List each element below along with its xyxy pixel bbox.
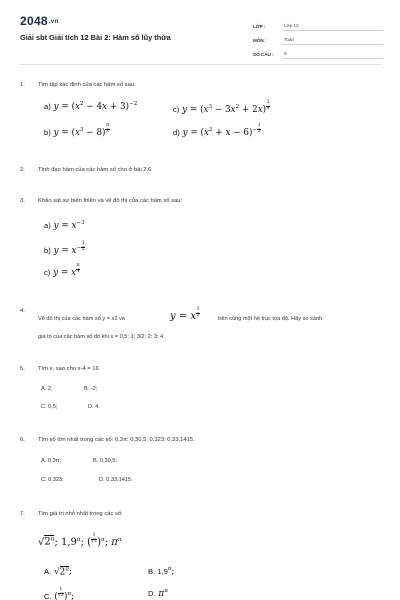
question-number: 5. xyxy=(20,366,25,372)
option-label: a) xyxy=(44,221,51,230)
header-divider xyxy=(20,64,382,65)
question-4-text-after: trên cùng một hệ trục tọa độ. Hãy so sánh xyxy=(218,316,323,322)
option-label: b) xyxy=(44,127,51,137)
option-7c[interactable]: C. ( $\frac{1}{√2}$ )$^\pi$; xyxy=(44,587,75,600)
option-5b[interactable]: B. -2; xyxy=(84,386,98,392)
meta-value: Lớp 12 xyxy=(282,23,383,31)
logo-text: 2048 xyxy=(20,14,48,28)
document-title: Giải sbt Giải tích 12 Bài 2: Hàm số lũy thừa xyxy=(20,33,171,42)
option-label: D. xyxy=(148,589,156,598)
option-6d[interactable]: D. 0,33,1415. xyxy=(99,477,133,483)
option-5d[interactable]: D. 4. xyxy=(88,404,100,410)
question-text: Tìm số lớn nhất trong các số: 0,3π; 0,30,5; 0,323; 0,33,1415. xyxy=(38,437,195,443)
question-4-text-line2: giá trị của các hàm số đó khi x = 0,5; 1; 3/2; 2; 3; 4. xyxy=(38,334,165,340)
option-6a[interactable]: A. 0,3π; xyxy=(41,458,62,464)
option-label: C. xyxy=(44,591,52,600)
question-number: 7. xyxy=(20,511,25,517)
option-7a[interactable]: A. $√2^\pi$; xyxy=(44,566,72,577)
meta-value: 9 xyxy=(282,51,383,59)
meta-label: SỐ CÂU : xyxy=(253,52,274,57)
option-label: a) xyxy=(44,102,51,111)
option-7d[interactable]: D. $\pi^\pi$ xyxy=(148,588,168,599)
option-label: c) xyxy=(173,104,180,114)
formula-3c: c) y = x $\frac{\pi}{4}$ xyxy=(44,263,80,278)
option-5c[interactable]: C. 0,5; xyxy=(41,404,58,410)
question-text: Tính đạo hàm của các hàm số cho ở bài 2.6 xyxy=(38,167,152,173)
question-text: Tìm giá trị nhỏ nhất trong các số: xyxy=(38,511,123,517)
question-number: 4. xyxy=(20,308,25,314)
option-label: c) xyxy=(44,267,51,277)
formula-1d: d) $y = (x^2 + x - 6)^-$ $\frac{1}{3}$ xyxy=(173,123,261,138)
meta-row-class xyxy=(253,17,383,31)
question-text: Khảo sát sự biến thiên và vẽ đồ thị của các hàm số sau: xyxy=(38,198,183,204)
option-6b[interactable]: B. 0,30,5; xyxy=(93,458,117,464)
meta-row-count xyxy=(253,45,383,59)
meta-row-subject xyxy=(253,31,383,45)
question-4-text-before: Vẽ đồ thị của các hàm số y = x2 và xyxy=(38,316,125,322)
question-number: 6. xyxy=(20,437,25,443)
meta-label: MÔN : xyxy=(253,38,267,43)
meta-label: LỚP : xyxy=(253,24,266,29)
question-text: Tìm x, sao cho x-4 = 16 xyxy=(38,366,99,372)
option-label: b) xyxy=(44,245,51,255)
option-6c[interactable]: C. 0,323; xyxy=(41,477,64,483)
logo-suffix: .vn xyxy=(48,18,59,25)
formula-3b: b) y = x− $\frac{1}{2}$ xyxy=(44,241,85,256)
option-label: B. 1,9 xyxy=(148,567,168,576)
formula-4: y = x $\frac{1}{2}$ xyxy=(170,307,200,322)
formula-7: $√2^\pi$; $1,9^\pi$; ( $\frac{1}{√2}$ )$^\pi$; $\pi^\pi$ xyxy=(38,533,122,548)
formula-1a: a) $y = (x^2 - 4x + 3)^{-2}$ xyxy=(44,101,138,112)
formula-3a: a) $y = x^{-3}$ xyxy=(44,220,85,231)
question-number: 2. xyxy=(20,167,25,173)
formula-1c: c) $y = (x^3 - 3x^2 + 2x)$ $\frac{1}{4}$ xyxy=(173,100,270,115)
question-text: Tìm tập xác định của các hàm số sau: xyxy=(38,82,136,88)
option-label: d) xyxy=(173,127,180,137)
document-meta xyxy=(253,17,383,59)
question-number: 3. xyxy=(20,198,25,204)
question-number: 1. xyxy=(20,82,25,88)
formula-1b: b) $y = (x^3 - 8)$ $\frac{\pi}{3}$ xyxy=(44,123,110,138)
option-7b[interactable]: B. $1,9^\pi$; xyxy=(148,566,175,577)
meta-value: Toán xyxy=(282,37,383,45)
site-logo[interactable] xyxy=(20,14,58,28)
document-header xyxy=(0,0,400,62)
option-5a[interactable]: A. 2; xyxy=(41,386,53,392)
option-label: A. xyxy=(44,567,52,576)
